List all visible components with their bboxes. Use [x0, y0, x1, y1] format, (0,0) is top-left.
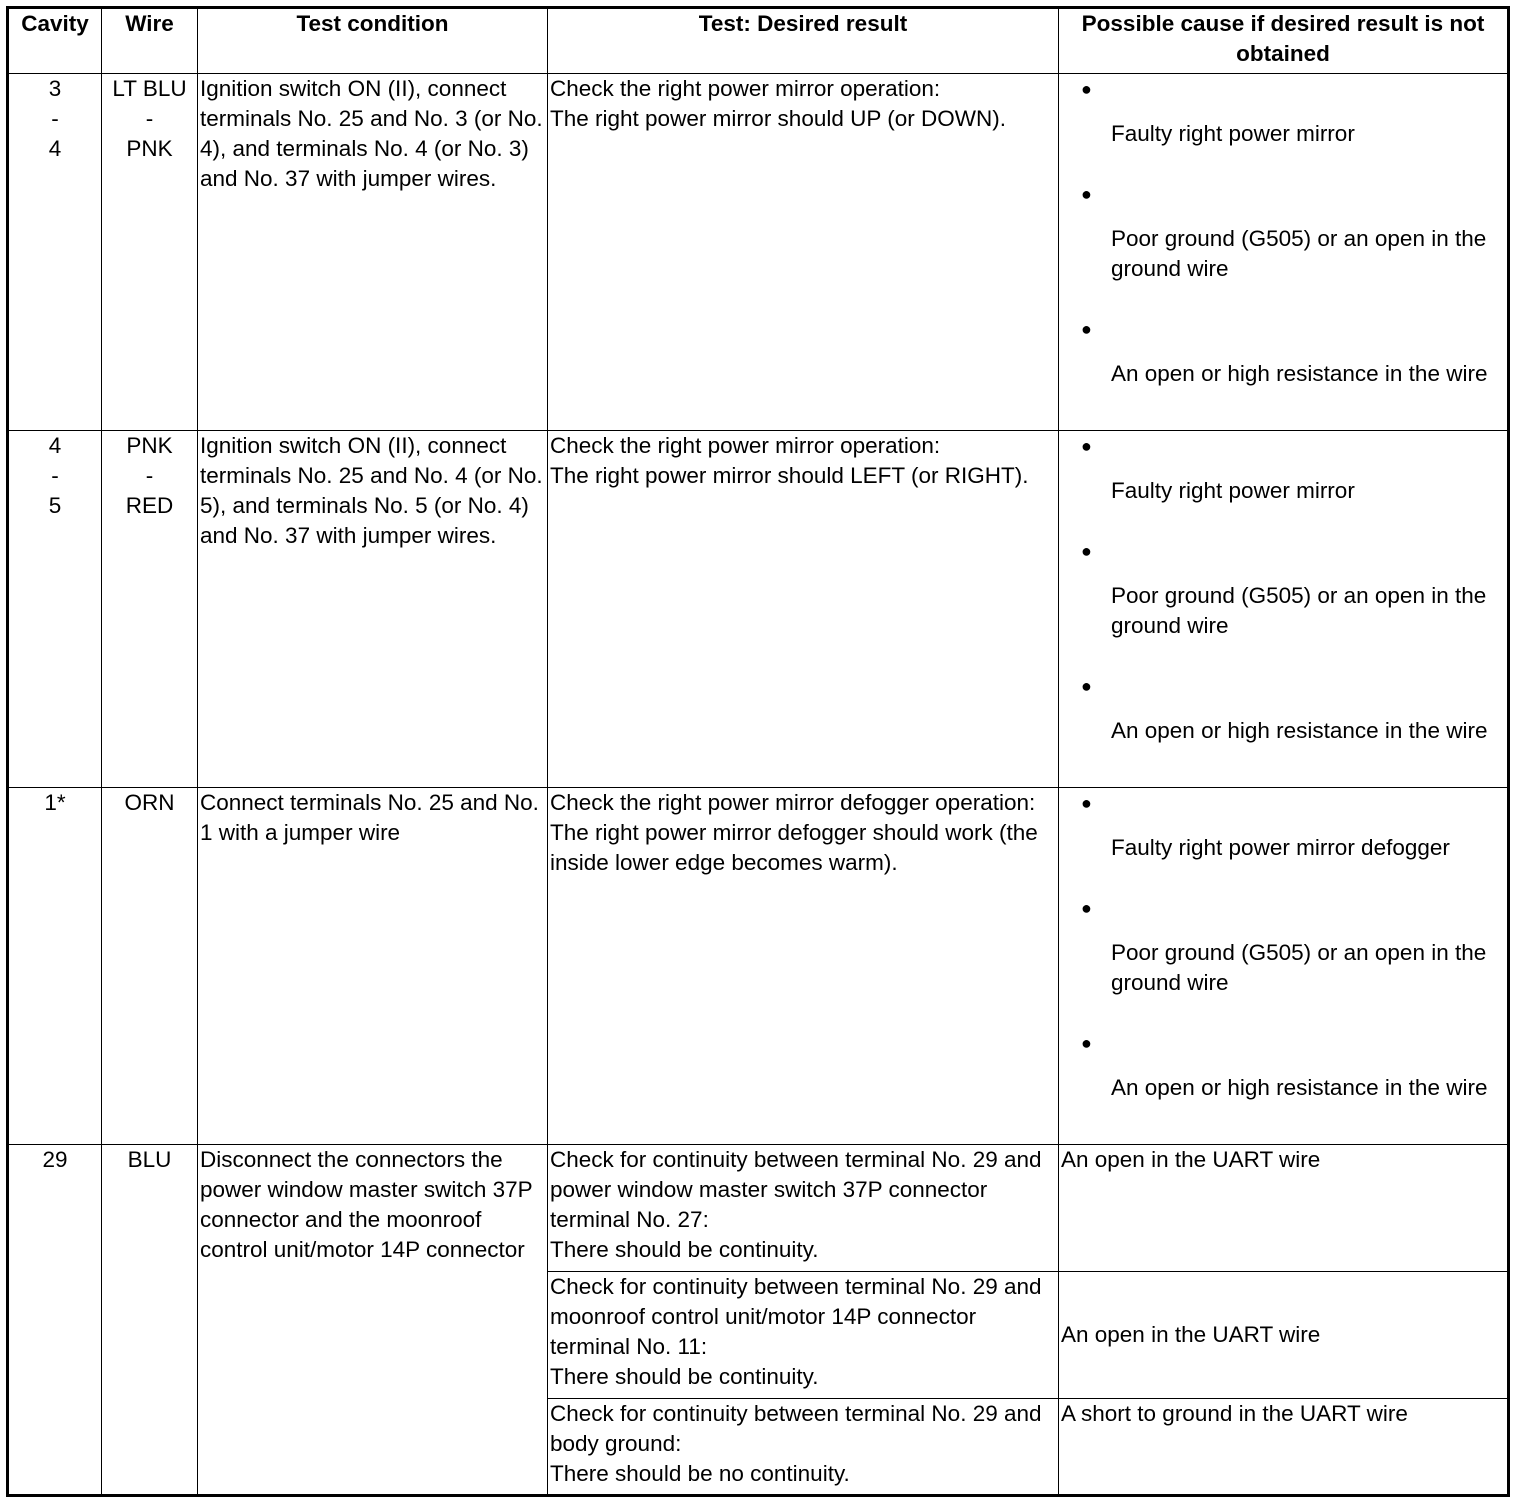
cause-list — [1065, 74, 1507, 419]
cause-item — [1065, 431, 1507, 536]
result-line: There should be no continuity. — [550, 1461, 850, 1486]
result-line: The right power mirror should UP (or DOWN). — [550, 106, 1006, 131]
result-line: There should be continuity. — [550, 1237, 819, 1262]
cause-item — [1065, 536, 1507, 671]
table-row — [8, 1145, 1509, 1272]
wire-cell — [102, 74, 198, 431]
table-row — [8, 788, 1509, 1145]
header-row — [8, 8, 1509, 74]
cause-item — [1065, 314, 1507, 419]
result-line: There should be continuity. — [550, 1364, 819, 1389]
cavity-line: 4 — [48, 136, 62, 161]
condition-cell: Connect terminals No. 25 and No. 1 with a jumper wire — [198, 788, 548, 1145]
wire-line: - — [145, 106, 154, 131]
result-line: The right power mirror should LEFT (or RIGHT). — [550, 463, 1029, 488]
result-cell — [548, 1145, 1059, 1272]
cause-text: Faulty right power mirror — [1111, 478, 1355, 503]
result-line: Check the right power mirror operation: — [550, 76, 941, 101]
cause-cell — [1059, 788, 1509, 1145]
cause-item — [1065, 671, 1507, 776]
result-cell — [548, 788, 1059, 1145]
wire-cell — [102, 431, 198, 788]
cavity-cell — [8, 74, 102, 431]
result-cell — [548, 431, 1059, 788]
cavity-cell: 1* — [8, 788, 102, 1145]
condition-cell: Ignition switch ON (II), connect terminals No. 25 and No. 4 (or No. 5), and terminals No. 5 (or No. 4) and No. 37 with jumper wires. — [198, 431, 548, 788]
wire-line: RED — [125, 493, 174, 518]
cause-cell: A short to ground in the UART wire — [1059, 1399, 1509, 1496]
cause-text: Poor ground (G505) or an open in the ground wire — [1111, 226, 1487, 281]
cause-item — [1065, 893, 1507, 1028]
bullet-icon: ● — [1081, 1033, 1092, 1053]
result-line: Check the right power mirror defogger operation: — [550, 790, 1036, 815]
header-test-condition: Test condition — [198, 8, 548, 74]
cause-item — [1065, 1028, 1507, 1133]
bullet-icon: ● — [1081, 319, 1092, 339]
cavity-line: - — [51, 463, 59, 488]
condition-cell: Disconnect the connectors the power window master switch 37P connector and the moonroof control unit/motor 14P connector — [198, 1145, 548, 1496]
result-cell — [548, 1272, 1059, 1399]
cavity-cell: 29 — [8, 1145, 102, 1496]
cause-item — [1065, 788, 1507, 893]
cause-text: An open or high resistance in the wire — [1111, 1075, 1488, 1100]
cause-cell: An open in the UART wire — [1059, 1145, 1509, 1272]
cause-cell — [1059, 431, 1509, 788]
cause-text: Faulty right power mirror defogger — [1111, 835, 1450, 860]
header-desired-result: Test: Desired result — [548, 8, 1059, 74]
cause-text: An open or high resistance in the wire — [1111, 718, 1488, 743]
result-line: The right power mirror defogger should work (the inside lower edge becomes warm). — [550, 820, 1038, 875]
header-possible-cause: Possible cause if desired result is not obtained — [1059, 8, 1509, 74]
bullet-icon: ● — [1081, 676, 1092, 696]
cause-list — [1065, 431, 1507, 776]
wire-line: - — [145, 463, 154, 488]
cause-item — [1065, 179, 1507, 314]
bullet-icon: ● — [1081, 898, 1092, 918]
bullet-icon: ● — [1081, 793, 1092, 813]
cause-text: Poor ground (G505) or an open in the ground wire — [1111, 583, 1487, 638]
result-line: Check for continuity between terminal No. 29 and power window master switch 37P connector terminal No. 27: — [550, 1147, 1042, 1232]
cause-list — [1065, 788, 1507, 1133]
cavity-line: 3 — [48, 76, 62, 101]
wire-line: LT BLU — [112, 76, 187, 101]
cavity-line: - — [51, 106, 59, 131]
result-line: Check the right power mirror operation: — [550, 433, 941, 458]
bullet-icon: ● — [1081, 184, 1092, 204]
wire-line: PNK — [126, 136, 173, 161]
cause-cell — [1059, 74, 1509, 431]
result-cell — [548, 74, 1059, 431]
table-row — [8, 431, 1509, 788]
header-cavity: Cavity — [8, 8, 102, 74]
cause-text: An open or high resistance in the wire — [1111, 361, 1488, 386]
result-cell — [548, 1399, 1059, 1496]
condition-cell: Ignition switch ON (II), connect terminals No. 25 and No. 3 (or No. 4), and terminals No. 4 (or No. 3) and No. 37 with jumper wires. — [198, 74, 548, 431]
wire-line: PNK — [126, 433, 173, 458]
bullet-icon: ● — [1081, 436, 1092, 456]
cavity-line: 5 — [48, 493, 62, 518]
bullet-icon: ● — [1081, 541, 1092, 561]
result-line: Check for continuity between terminal No. 29 and body ground: — [550, 1401, 1042, 1456]
cause-cell: An open in the UART wire — [1059, 1272, 1509, 1399]
wire-cell: ORN — [102, 788, 198, 1145]
diagnostic-table — [6, 6, 1510, 1497]
header-wire: Wire — [102, 8, 198, 74]
table-row — [8, 74, 1509, 431]
bullet-icon: ● — [1081, 79, 1092, 99]
cavity-cell — [8, 431, 102, 788]
cause-text: Faulty right power mirror — [1111, 121, 1355, 146]
cause-text: Poor ground (G505) or an open in the ground wire — [1111, 940, 1487, 995]
cavity-line: 4 — [48, 433, 62, 458]
wire-cell: BLU — [102, 1145, 198, 1496]
cause-item — [1065, 74, 1507, 179]
result-line: Check for continuity between terminal No. 29 and moonroof control unit/motor 14P connector terminal No. 11: — [550, 1274, 1042, 1359]
